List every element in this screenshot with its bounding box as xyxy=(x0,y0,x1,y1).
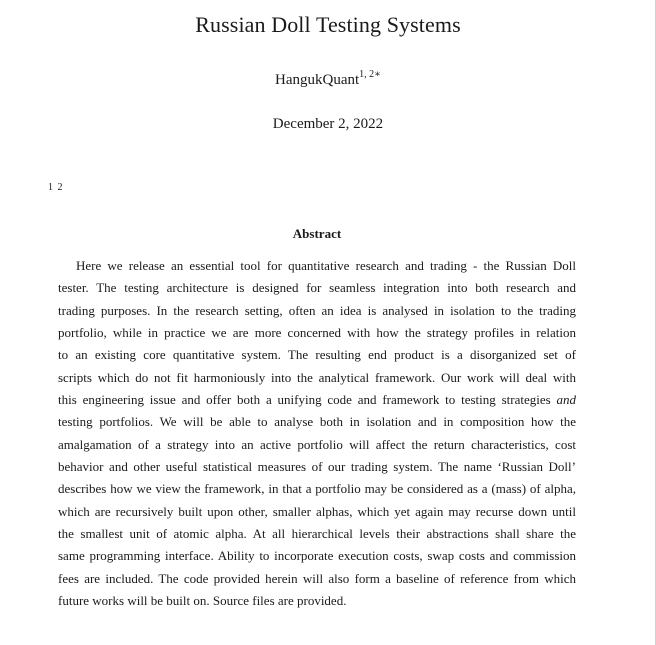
abstract-line: same programming interface. Ability to incorporate execution costs, swap costs and commission xyxy=(58,548,576,564)
abstract-line: tester. The testing architecture is designed for seamless integration into both research and xyxy=(58,280,576,296)
paper-date: December 2, 2022 xyxy=(272,116,384,132)
abstract-line-with-italic xyxy=(58,389,576,411)
abstract-line: testing portfolios. We will be able to analyse both in isolation and in composition how the xyxy=(58,414,576,430)
abstract-heading: Abstract xyxy=(292,226,342,241)
abstract-line: which are recursively built upon other, smaller alphas, which yet again may recurse down until xyxy=(58,503,576,519)
abstract-line: behavior and other useful statistical measures of our trading system. The name ‘Russian Doll’ xyxy=(58,459,576,475)
author-affiliation-marks: 1, 2∗ xyxy=(359,69,381,80)
abstract-line-text: this engineering issue and offer both a unifying code and framework to testing strategies xyxy=(58,392,551,408)
abstract-line: Here we release an essential tool for quantitative research and trading - the Russian Doll xyxy=(76,258,576,273)
paper-title: Russian Doll Testing Systems xyxy=(195,12,461,37)
abstract-line: to an existing core quantitative system. The resulting end product is a disorganized set of xyxy=(58,347,576,363)
author-line xyxy=(0,70,656,89)
abstract-line: fees are included. The code provided herein will also form a baseline of reference from which xyxy=(58,570,576,586)
author-name: HangukQuant xyxy=(275,72,360,88)
abstract-line: future works will be built on. Source files are provided. xyxy=(58,593,347,609)
abstract-line: trading purposes. In the research setting, often an idea is analysed in isolation to the trading xyxy=(58,302,576,318)
footnote-markers: 1 2 xyxy=(48,182,64,193)
abstract-line: amalgamation of a strategy into an active portfolio will affect the return characteristics, cost xyxy=(58,436,576,452)
abstract-line: describes how we view the framework, in that a portfolio may be considered as a (mass) of alpha, xyxy=(58,481,576,497)
abstract-line: scripts which do not fit harmoniously into the analytical framework. Our work will deal with xyxy=(58,369,576,385)
abstract-italic-word: and xyxy=(556,392,576,408)
abstract-line: the smallest unit of atomic alpha. At all hierarchical levels their abstractions shall share the xyxy=(58,526,576,542)
abstract-body xyxy=(58,255,576,613)
abstract-line: portfolio, while in practice we are more concerned with how the strategy profiles in relation xyxy=(58,325,576,341)
